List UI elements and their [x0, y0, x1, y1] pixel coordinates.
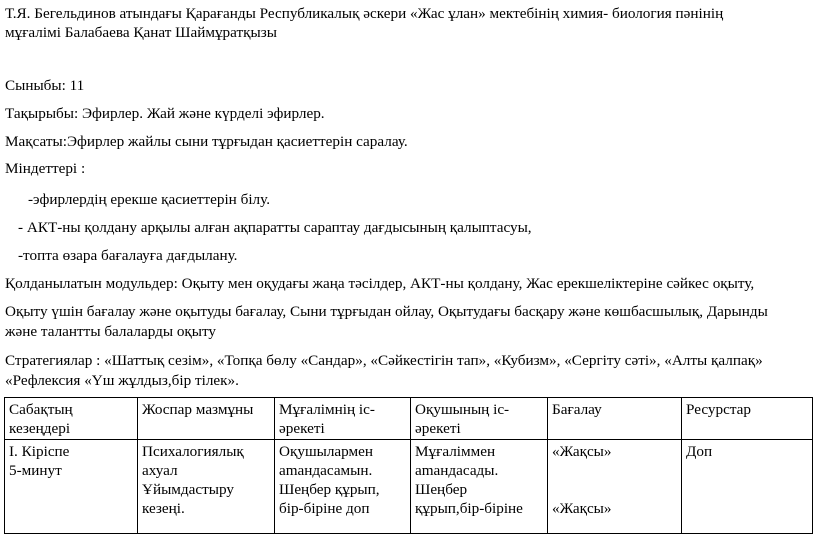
header-cell-plan: Жоспар мазмұны [138, 398, 275, 440]
header-cell-assessment: Бағалау [548, 398, 682, 440]
strategies-line-2: «Рефлексия «Үш жұлдыз,бір тілек». [5, 372, 239, 389]
cell-assessment: «Жақсы» «Жақсы» [548, 440, 682, 534]
task-item: -топта өзара бағалауға дағдылану. [18, 247, 238, 264]
strategies-line-1: Стратегиялар : «Шаттық сезім», «Топқа бөлу «Сандар», «Сәйкестігін тап», «Кубизм», «Сергіту сәті», «Алты қалпақ» [5, 352, 763, 369]
cell-resources: Доп [682, 440, 813, 534]
header-cell-resources: Ресурстар [682, 398, 813, 440]
tasks-title: Міндеттері : [5, 160, 86, 177]
cell-plan: Психалогиялық ахуал Ұйымдастыру кезеңі. [138, 440, 275, 534]
modules-line-3: және талантты балаларды оқыту [5, 323, 217, 340]
table-row [5, 440, 813, 534]
cell-teacher: Оқушылармен amандасамын. Шеңбер құрып, бір-біріне доп [275, 440, 411, 534]
lesson-plan-table [4, 397, 813, 534]
grade: Сыныбы: 11 [5, 77, 85, 94]
modules-line-1: Қолданылатын модульдер: Оқыту мен оқудағы жаңа тәсілдер, АКТ-ны қолдану, Жас ерекшеліктеріне сәйкес оқыту, [5, 275, 755, 292]
task-item: -эфирлердің ерекше қасиеттерін білу. [28, 191, 270, 208]
header-cell-stages: Сабақтың кезеңдері [5, 398, 138, 440]
task-item: - АКТ-ны қолдану арқылы алған ақпаратты сараптау дағдысының қалыптасуы, [18, 219, 532, 236]
cell-stage: І. Кіріспе 5-минут [5, 440, 138, 534]
modules-line-2: Оқыту үшін бағалау және оқытуды бағалау, Сыни тұрғыдан ойлау, Оқытудағы басқару және көшбасшылық, Дарынды [5, 303, 768, 320]
header-line-2: мұғалімі Балабаева Қанат Шаймұратқызы [5, 24, 277, 41]
header-cell-student: Оқушының іс- әрекеті [411, 398, 548, 440]
goal: Мақсаты:Эфирлер жайлы сыни тұрғыдан қасиеттерін саралау. [5, 133, 408, 150]
header-line-1: Т.Я. Бегельдинов атындағы Қарағанды Республикалық әскери «Жас ұлан» мектебінің химия- биология пәнінің [5, 5, 724, 22]
table-header-row [5, 398, 813, 440]
cell-student: Мұғаліммен amандасады. Шеңбер құрып,бір-біріне [411, 440, 548, 534]
topic: Тақырыбы: Эфирлер. Жай және күрделі эфирлер. [5, 105, 325, 122]
header-cell-teacher: Мұғалімнің іс- әрекеті [275, 398, 411, 440]
